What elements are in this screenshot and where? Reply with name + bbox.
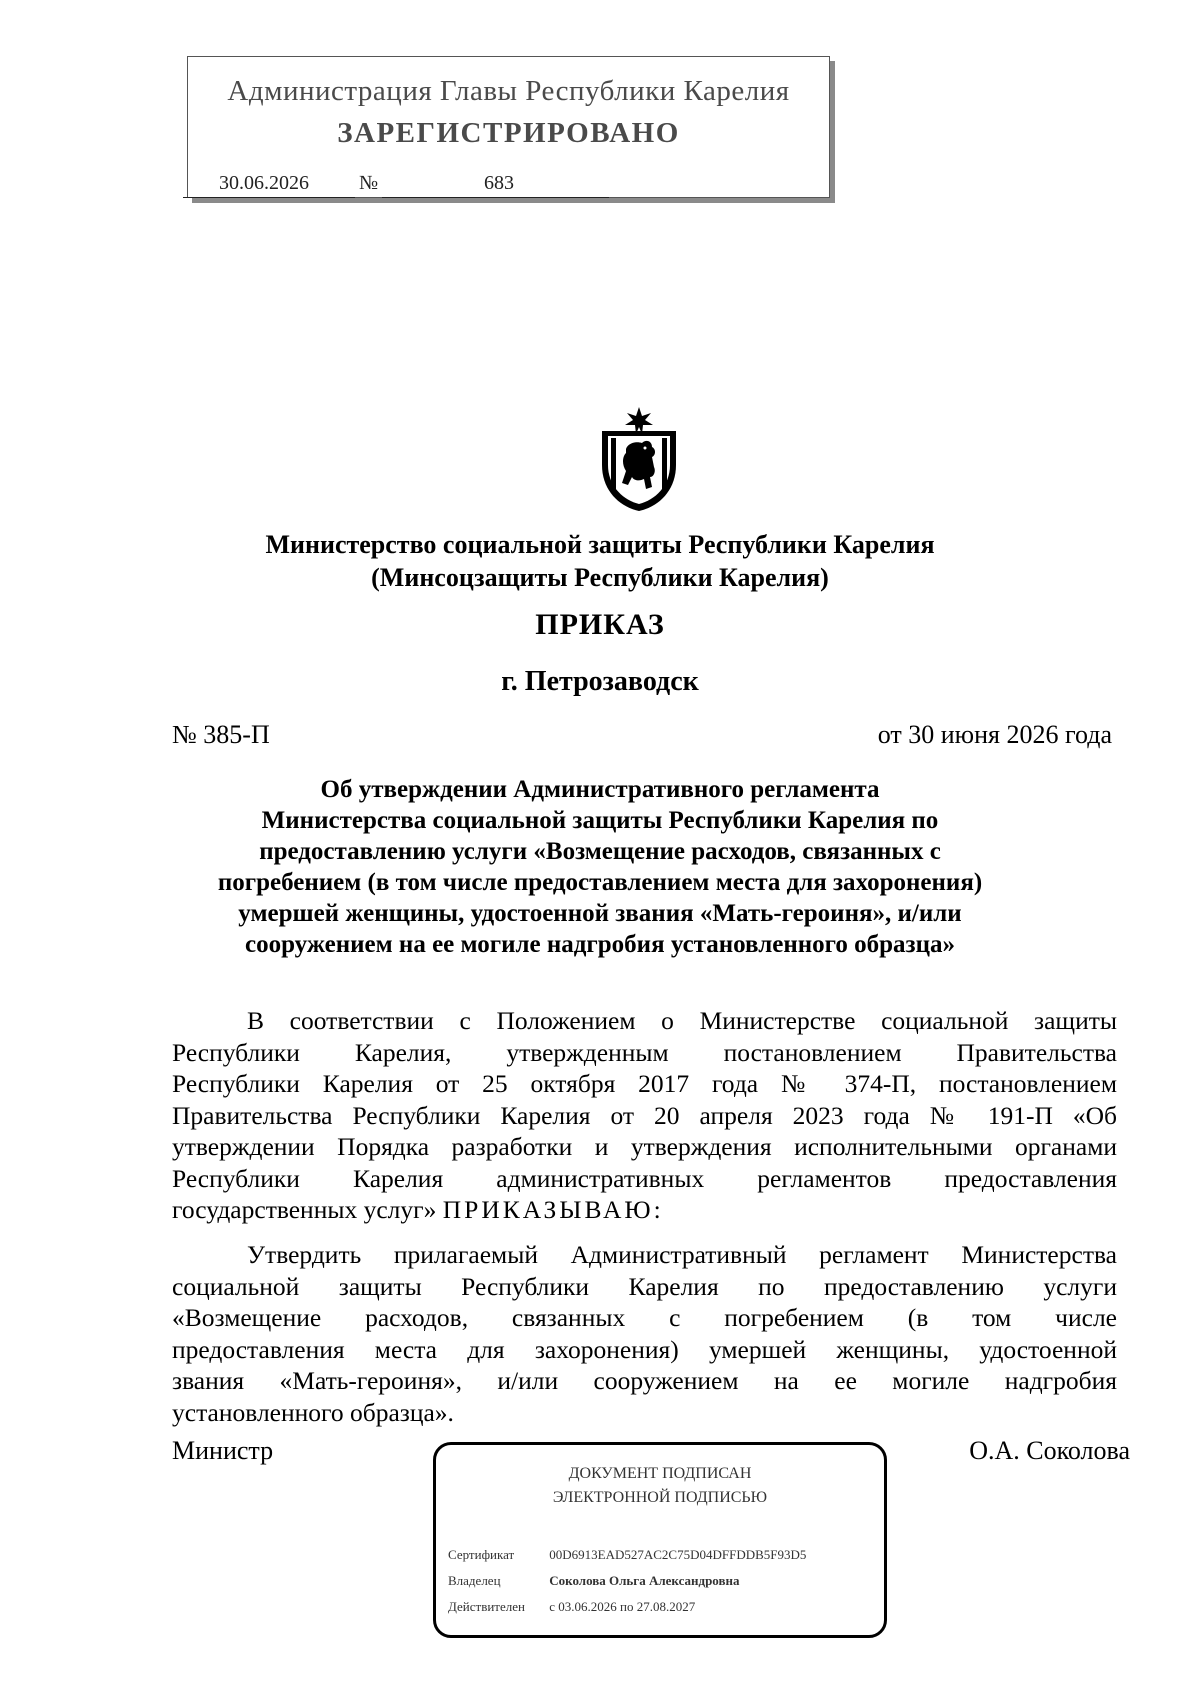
paragraph-line: установленного образца».: [172, 1397, 454, 1427]
document-title: [120, 774, 1080, 960]
paragraph-line: Республики Карелия от 25 октября 2017 года № 374-П, постановлением: [172, 1069, 1117, 1098]
paragraph-line: звания «Мать-героиня», и/или сооружением на ее могиле надгробия: [172, 1366, 1117, 1395]
paragraph-line: Республики Карелия административных регламентов предоставления: [172, 1163, 1117, 1193]
registration-authority: Администрация Главы Республики Карелия: [227, 75, 790, 107]
emblem-stripe-left: [611, 438, 616, 490]
paragraph-line: утверждении Порядка разработки и утверждения исполнительными органами: [172, 1132, 1117, 1161]
paragraph-line: «Возмещение расходов, связанных с погребением (в том числе: [172, 1303, 1117, 1332]
title-line: Министерства социальной защиты Республики Карелия по: [261, 807, 939, 834]
paragraph-line: социальной защиты Республики Карелия по предоставлению услуги: [172, 1271, 1117, 1301]
ministry-name: Министерство социальной защиты Республики Карелия: [265, 530, 935, 559]
document-city: г. Петрозаводск: [501, 666, 699, 697]
emblem-stripe-right: [662, 438, 667, 490]
paragraph-line: Правительства Республики Карелия от 20 апреля 2023 года № 191-П «Об: [172, 1100, 1117, 1130]
esign-certificate-label: Сертификат: [448, 1547, 515, 1562]
paragraph-line: предоставления места для захоронения) умершей женщины, удостоенной: [172, 1334, 1117, 1364]
registration-number-underline: [382, 197, 609, 198]
esign-validity-label: Действителен: [448, 1599, 525, 1614]
electronic-signature-stamp: [433, 1442, 887, 1638]
order-number: № 385-П: [172, 720, 270, 749]
title-line: погребением (в том числе предоставлением места для захоронения): [217, 869, 983, 896]
esign-owner-value: Соколова Ольга Александровна: [549, 1573, 740, 1588]
paragraph-line: В соответствии с Положением о Министерстве социальной защиты: [247, 1006, 1117, 1035]
esign-owner-label: Владелец: [448, 1573, 501, 1588]
paragraph-line: Республики Карелия, утвержденным постановлением Правительства: [172, 1037, 1117, 1067]
karelia-coat-of-arms-icon: [598, 405, 680, 513]
esign-certificate-value: 00D6913EAD527AC2C75D04DFFDDB5F93D5: [549, 1547, 807, 1562]
esign-validity-value: с 03.06.2026 по 27.08.2027: [549, 1599, 696, 1614]
signatory-name: О.А. Соколова: [969, 1436, 1130, 1465]
signatory-position: Министр: [172, 1436, 274, 1465]
registration-status: ЗАРЕГИСТРИРОВАНО: [337, 117, 680, 149]
esign-subheader: ЭЛЕКТРОННОЙ ПОДПИСЬЮ: [552, 1489, 768, 1506]
title-line: умершей женщины, удостоенной звания «Мать-героиня», и/или: [238, 900, 962, 927]
registration-date-underline: [183, 197, 355, 198]
order-date: от 30 июня 2026 года: [877, 720, 1112, 749]
ministry-short-name: (Минсоцзащиты Республики Карелия): [371, 563, 829, 592]
title-line: Об утверждении Административного регламента: [320, 776, 880, 803]
esign-certificate: [448, 1547, 806, 1563]
registration-number: 683: [484, 172, 514, 194]
paragraph-line: [172, 1194, 1117, 1226]
esign-owner: [448, 1573, 740, 1589]
order-word: ПРИКАЗЫВАЮ:: [442, 1195, 664, 1224]
preamble-paragraph: [172, 1005, 1117, 1226]
paragraph-line-text: государственных услуг»: [172, 1195, 437, 1224]
registration-date: 30.06.2026: [219, 172, 309, 194]
resolution-paragraph: [172, 1239, 1117, 1428]
paragraph-line: Утвердить прилагаемый Административный регламент Министерства: [247, 1240, 1117, 1269]
esign-validity: [448, 1599, 695, 1615]
title-line: предоставлению услуги «Возмещение расходов, связанных с: [259, 838, 941, 865]
emblem-star: [625, 407, 653, 434]
registration-number-sign: №: [359, 172, 379, 194]
esign-header: ДОКУМЕНТ ПОДПИСАН: [568, 1465, 752, 1482]
title-line: сооружением на ее могиле надгробия установленного образца»: [245, 931, 955, 958]
document-type: ПРИКАЗ: [535, 608, 665, 641]
